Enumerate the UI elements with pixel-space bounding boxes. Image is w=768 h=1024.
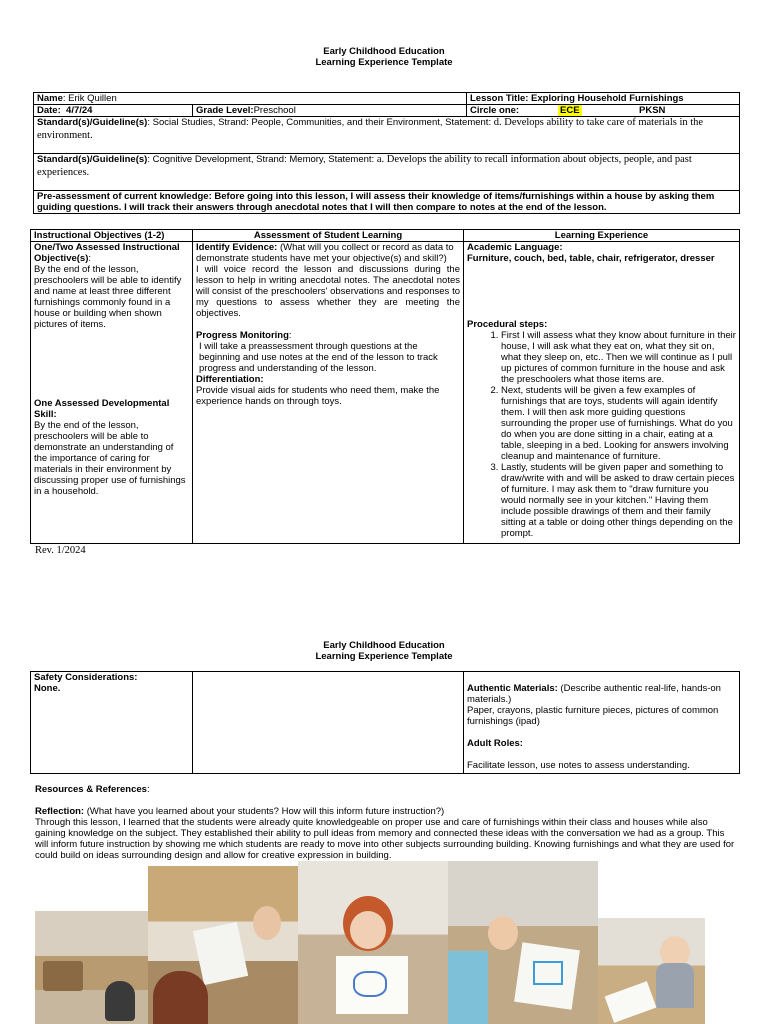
standard-1-text: : Social Studies, Strand: People, Communities, and their Environment, Statement: bbox=[147, 117, 494, 128]
progress-monitoring-heading: Progress Monitoring: bbox=[196, 330, 292, 341]
standard-1-statement: d. Develops ability to take care of materials in the environment. bbox=[37, 117, 704, 141]
progress-monitoring-text: I will take a preassessment through questions at the beginning and use notes at the end of the lesson to track progress and understanding of the lesson. bbox=[199, 341, 438, 374]
safety-label: Safety Considerations: bbox=[34, 672, 138, 683]
authentic-materials-heading: Authentic Materials: (Describe authentic real-life, hands-on materials.) bbox=[467, 683, 721, 705]
grade-value: Preschool bbox=[253, 105, 296, 116]
page-subtitle: Learning Experience Template bbox=[315, 57, 453, 68]
circle-ece-option[interactable]: ECE bbox=[560, 105, 580, 116]
resources-heading: Resources & References: bbox=[35, 784, 150, 795]
identify-evidence: Identify Evidence: (What will you collect or record as data to demonstrate students have met your objective(s) and skill?) bbox=[196, 242, 454, 264]
standard-2-statement: a. Develops the ability to recall information about objects, people, and past experiences. bbox=[37, 154, 692, 178]
standard-1-label: Standard(s)/Guideline(s) bbox=[37, 117, 148, 128]
name-label: Name bbox=[37, 93, 63, 104]
classroom-photo bbox=[148, 866, 298, 1024]
developmental-skill-heading: One Assessed Developmental Skill: bbox=[34, 398, 170, 420]
column-header-assessment: Assessment of Student Learning bbox=[193, 230, 464, 242]
circle-pksn-option[interactable]: PKSN bbox=[639, 105, 666, 116]
experience-cell bbox=[464, 242, 740, 544]
name-value: : Erik Quillen bbox=[62, 93, 117, 104]
standard-1-cell bbox=[34, 117, 740, 154]
column-header-experience: Learning Experience bbox=[464, 230, 740, 242]
lesson-plan-table bbox=[30, 229, 740, 544]
authentic-materials-cell bbox=[464, 672, 740, 774]
procedural-step: 2. Next, students will be given a few examples of furnishings that are toys, students will again identify them. I will then ask more guiding questions surrounding the proper use of furnishings. What do you do when you are done sitting in a chair, eating at a table, sleeping in a bed. Looking for answers involving cleanup and maintenance of furniture. bbox=[501, 385, 736, 462]
developmental-skill-text: By the end of the lesson, preschoolers will be able to demonstrate an understanding of the importance of caring for materials in their environment by discussing proper use of furnishings in a household. bbox=[34, 420, 186, 497]
standard-2-cell bbox=[34, 154, 740, 191]
column-header-objectives: Instructional Objectives (1-2) bbox=[31, 230, 193, 242]
date-cell bbox=[34, 105, 193, 117]
adult-roles-text: Facilitate lesson, use notes to assess understanding. bbox=[467, 760, 690, 771]
grade-label: Grade Level: bbox=[196, 105, 254, 116]
classroom-photo bbox=[298, 861, 448, 1024]
objective-heading: One/Two Assessed Instructional Objective(s): bbox=[34, 242, 180, 264]
page-title: Early Childhood Education bbox=[323, 46, 445, 57]
circle-cell bbox=[467, 105, 740, 117]
reflection-text: Through this lesson, I learned that the students were already quite knowledgeable on proper use and care of furnishings within their class and houses while also gaining knowledge on the subject. They established their ability to pull ideas from memory and connected these ideas with the conversation we had as a group. This will inform future instruction by showing me which students are ready to move into other subjects surrounding building. Knowing furnishings and what they are used for could build on ideas surrounding design and allow for creative expression in building. bbox=[35, 817, 735, 861]
reflection-section bbox=[35, 806, 735, 861]
authentic-materials-text: Paper, crayons, plastic furniture pieces, pictures of common furnishings (ipad) bbox=[467, 705, 719, 727]
safety-cell bbox=[31, 672, 193, 774]
classroom-photo bbox=[598, 918, 705, 1024]
differentiation-text: Provide visual aids for students who need them, make the experience hands on through toys. bbox=[196, 385, 440, 407]
standard-2-text: : Cognitive Development, Strand: Memory, Statement: bbox=[147, 154, 377, 165]
identify-evidence-text: I will voice record the lesson and discussions during the lesson to help in writing anecdotal notes. The anecdotal notes will consist of the preschoolers' observations and responses to my questions to assess whether they are meeting the objectives. bbox=[196, 264, 460, 319]
differentiation-heading: Differentiation: bbox=[196, 374, 264, 385]
date-label: Date: bbox=[37, 105, 61, 116]
page-2-title: Early Childhood Education bbox=[323, 640, 445, 651]
reflection-heading: Reflection: (What have you learned about your students? How will this inform future instruction?) bbox=[35, 806, 445, 817]
page-2-subtitle: Learning Experience Template bbox=[315, 651, 453, 662]
empty-cell bbox=[193, 672, 464, 774]
assessment-cell bbox=[193, 242, 464, 544]
grade-cell bbox=[193, 105, 467, 117]
procedural-steps-list bbox=[467, 330, 736, 539]
safety-value: None. bbox=[34, 683, 61, 694]
standard-2-label: Standard(s)/Guideline(s) bbox=[37, 154, 148, 165]
revision-note: Rev. 1/2024 bbox=[35, 545, 86, 556]
header-table bbox=[33, 92, 740, 214]
procedural-steps-heading: Procedural steps: bbox=[467, 319, 548, 330]
procedural-step: 1. First I will assess what they know about furniture in their house, I will ask what they eat on, what they sit on, what they sleep on, etc.. Then we will continue as I pull up pictures of common furniture in the house and ask the preschoolers what those items are. bbox=[501, 330, 736, 385]
classroom-photos bbox=[35, 858, 705, 1024]
lesson-title-cell: Lesson Title: Exploring Household Furnishings bbox=[467, 93, 740, 105]
classroom-photo bbox=[35, 911, 148, 1024]
preassessment-cell: Pre-assessment of current knowledge: Before going into this lesson, I will assess their knowledge of items/furnishings within a house by asking them guiding questions. I will track their answers through anecdotal notes that I will then compare to notes at the end of the lesson. bbox=[34, 191, 740, 214]
academic-language-text: Furniture, couch, bed, table, chair, refrigerator, dresser bbox=[467, 253, 715, 264]
objective-text: By the end of the lesson, preschoolers will be able to identify and name at least three different furnishings commonly found in a house or building when shown pictures of items. bbox=[34, 264, 182, 330]
date-value: 4/7/24 bbox=[66, 105, 93, 116]
objectives-cell bbox=[31, 242, 193, 544]
academic-language-heading: Academic Language: bbox=[467, 242, 563, 253]
adult-roles-heading: Adult Roles: bbox=[467, 738, 523, 749]
circle-label: Circle one: bbox=[470, 105, 520, 116]
materials-table bbox=[30, 671, 740, 774]
name-cell bbox=[34, 93, 467, 105]
procedural-step: 3. Lastly, students will be given paper and something to draw/write with and will be asked to draw certain pieces of furniture. I may ask them to "draw furniture you would normally see in your kitchen." Having them include possible drawings of them and their family sitting at a table or doing other things depending on the prompt. bbox=[501, 462, 736, 539]
classroom-photo bbox=[448, 861, 598, 1024]
